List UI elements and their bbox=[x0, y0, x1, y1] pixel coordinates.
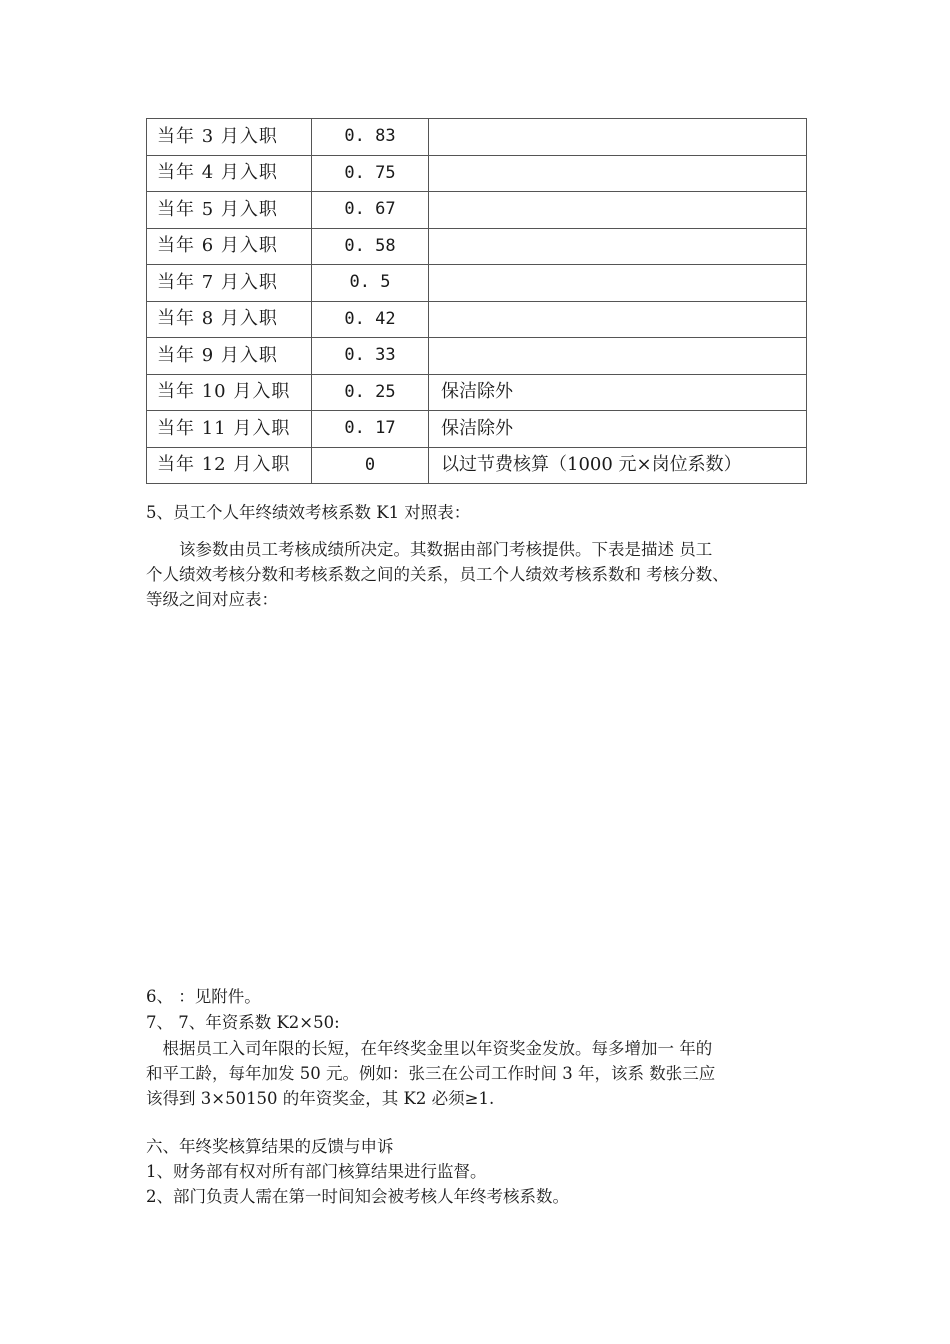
coefficient-value-cell: 0. 67 bbox=[312, 192, 429, 229]
remark-cell: 保洁除外 bbox=[429, 374, 807, 411]
section5-body bbox=[146, 537, 808, 612]
section7-body bbox=[146, 1036, 808, 1111]
coefficient-table-row bbox=[147, 155, 807, 192]
chapter6-item: 1、财务部有权对所有部门核算结果进行监督。 bbox=[146, 1162, 487, 1181]
coefficient-value-cell: 0. 25 bbox=[312, 374, 429, 411]
remark-cell bbox=[429, 301, 807, 338]
coefficient-table-row bbox=[147, 338, 807, 375]
coefficient-value-cell: 0. 75 bbox=[312, 155, 429, 192]
section7-heading: 7、 7、年资系数 K2×50: bbox=[146, 1013, 340, 1032]
remark-cell: 以过节费核算（1000 元×岗位系数） bbox=[429, 447, 807, 484]
entry-month-cell: 当年 6 月入职 bbox=[147, 228, 312, 265]
entry-month-cell: 当年 10 月入职 bbox=[147, 374, 312, 411]
coefficient-value-cell: 0. 42 bbox=[312, 301, 429, 338]
coefficient-table-row bbox=[147, 192, 807, 229]
coefficient-table-row bbox=[147, 228, 807, 265]
coefficient-value-cell: 0. 17 bbox=[312, 411, 429, 448]
remark-cell bbox=[429, 155, 807, 192]
chapter6-heading: 六、年终奖核算结果的反馈与申诉 bbox=[146, 1137, 394, 1156]
remark-cell bbox=[429, 119, 807, 156]
coefficient-table-row bbox=[147, 411, 807, 448]
remark-cell: 保洁除外 bbox=[429, 411, 807, 448]
section7-body-line: 和平工龄，每年加发 50 元。例如：张三在公司工作时间 3 年，该系 数张三应 bbox=[146, 1064, 716, 1083]
coefficient-table-body bbox=[147, 119, 807, 484]
entry-month-cell: 当年 7 月入职 bbox=[147, 265, 312, 302]
coefficient-value-cell: 0. 83 bbox=[312, 119, 429, 156]
section5-body-line: 等级之间对应表： bbox=[146, 590, 278, 609]
entry-month-cell: 当年 11 月入职 bbox=[147, 411, 312, 448]
coefficient-value-cell: 0. 58 bbox=[312, 228, 429, 265]
coefficient-table-row bbox=[147, 447, 807, 484]
entry-month-cell: 当年 3 月入职 bbox=[147, 119, 312, 156]
coefficient-value-cell: 0. 5 bbox=[312, 265, 429, 302]
section5-heading: 5、员工个人年终绩效考核系数 K1 对照表： bbox=[146, 503, 471, 522]
section7-body-line: 该得到 3×50150 的年资奖金，其 K2 必须≥1. bbox=[146, 1089, 495, 1108]
coefficient-value-cell: 0. 33 bbox=[312, 338, 429, 375]
entry-month-cell: 当年 5 月入职 bbox=[147, 192, 312, 229]
coefficient-table-row bbox=[147, 374, 807, 411]
entry-month-cell: 当年 8 月入职 bbox=[147, 301, 312, 338]
coefficient-table-row bbox=[147, 301, 807, 338]
remark-cell bbox=[429, 228, 807, 265]
remark-cell bbox=[429, 265, 807, 302]
entry-month-coefficient-table bbox=[146, 118, 807, 484]
section6-heading: 6、 ：见附件。 bbox=[146, 987, 261, 1006]
entry-month-cell: 当年 12 月入职 bbox=[147, 447, 312, 484]
section5-body-line: 该参数由员工考核成绩所决定。其数据由部门考核提供。下表是描述 员工 bbox=[146, 540, 713, 559]
coefficient-value-cell: 0 bbox=[312, 447, 429, 484]
coefficient-table-row bbox=[147, 119, 807, 156]
remark-cell bbox=[429, 338, 807, 375]
remark-cell bbox=[429, 192, 807, 229]
coefficient-table-row bbox=[147, 265, 807, 302]
entry-month-cell: 当年 4 月入职 bbox=[147, 155, 312, 192]
chapter6-item: 2、部门负责人需在第一时间知会被考核人年终考核系数。 bbox=[146, 1187, 569, 1206]
entry-month-cell: 当年 9 月入职 bbox=[147, 338, 312, 375]
section5-body-line: 个人绩效考核分数和考核系数之间的关系，员工个人绩效考核系数和 考核分数、 bbox=[146, 565, 729, 584]
section7-body-line: 根据员工入司年限的长短，在年终奖金里以年资奖金发放。每多增加一 年的 bbox=[146, 1039, 713, 1058]
